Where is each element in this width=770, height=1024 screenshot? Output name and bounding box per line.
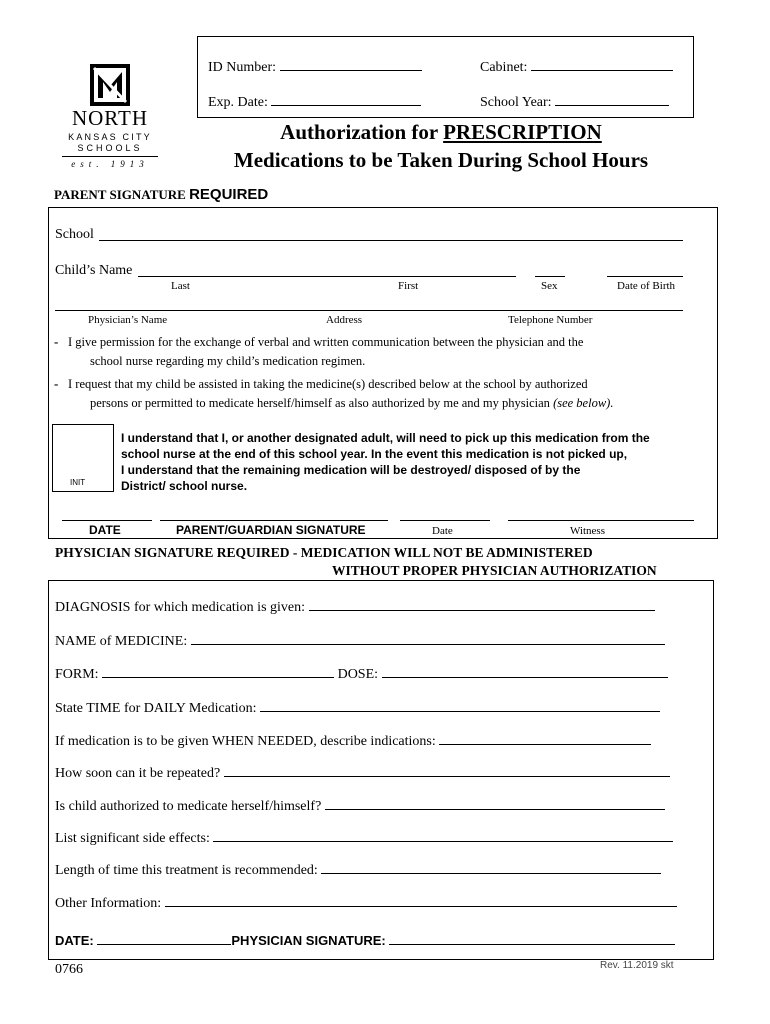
other-label: Other Information:: [55, 896, 162, 911]
parent-signature-line[interactable]: [160, 520, 388, 521]
exp-date-line[interactable]: [271, 93, 421, 106]
title-emphasis: PRESCRIPTION: [443, 120, 602, 144]
length-label: Length of time this treatment is recommended:: [55, 863, 318, 878]
physician-signature-label: PHYSICIAN SIGNATURE:: [231, 933, 386, 948]
physician-date-label: DATE:: [55, 933, 94, 948]
diagnosis-line[interactable]: [309, 598, 655, 611]
other-info-field[interactable]: [55, 894, 677, 912]
sig-date-label: DATE: [89, 523, 121, 537]
when-needed-field[interactable]: [55, 732, 651, 750]
side-effects-label: List significant side effects:: [55, 831, 210, 846]
child-name-line[interactable]: [138, 276, 516, 277]
medicine-line[interactable]: [191, 632, 665, 645]
permission-2-italic: (see below).: [553, 396, 614, 410]
parent-heading-serif: PARENT SIGNATURE: [54, 187, 190, 202]
title-prefix: Authorization for: [280, 120, 444, 144]
bullet-dash-1: -: [54, 334, 59, 349]
permission-2-line1: I request that my child be assisted in taking the medicine(s) described below at the school by authorized: [68, 377, 588, 391]
physician-signature-row[interactable]: [55, 932, 675, 948]
north-kansas-city-schools-logo: [58, 62, 162, 174]
logo-name-line1: NORTH: [71, 106, 149, 130]
when-needed-label: If medication is to be given WHEN NEEDED, describe indications:: [55, 734, 436, 749]
init-label: INIT: [70, 478, 86, 487]
witness-date-line[interactable]: [400, 520, 490, 521]
sig-parent-label: PARENT/GUARDIAN SIGNATURE: [176, 523, 366, 537]
cabinet-line[interactable]: [531, 58, 673, 71]
school-year-field[interactable]: [480, 93, 669, 111]
sig-date2-label: Date: [432, 525, 453, 537]
medicine-field[interactable]: [55, 632, 665, 650]
logo-divider: [62, 156, 158, 157]
cabinet-field[interactable]: [480, 58, 673, 76]
school-year-line[interactable]: [555, 93, 669, 106]
logo-est: est. 1913: [71, 159, 149, 169]
id-number-field[interactable]: [208, 58, 422, 76]
parent-date-line[interactable]: [62, 520, 152, 521]
logo-name-line3: SCHOOLS: [77, 143, 143, 153]
id-number-line[interactable]: [280, 58, 422, 71]
side-effects-field[interactable]: [55, 829, 673, 847]
repeat-line[interactable]: [224, 764, 670, 777]
physician-heading-line1: PHYSICIAN SIGNATURE REQUIRED - MEDICATION WILL NOT BE ADMINISTERED: [55, 545, 593, 560]
form-label: FORM:: [55, 667, 99, 682]
child-name-label: Child’s Name: [55, 263, 133, 278]
exp-date-field[interactable]: [208, 93, 421, 111]
physician-date-line[interactable]: [97, 932, 231, 945]
dob-line[interactable]: [607, 276, 683, 277]
permission-1-line1: I give permission for the exchange of verbal and written communication between the physician and the: [68, 335, 584, 349]
understand-line4: District/ school nurse.: [121, 479, 248, 493]
page-subtitle: Medications to be Taken During School Hours: [233, 148, 649, 172]
when-needed-line[interactable]: [439, 732, 651, 745]
cabinet-label: Cabinet:: [480, 60, 528, 75]
dose-line[interactable]: [382, 665, 668, 678]
side-effects-line[interactable]: [213, 829, 673, 842]
physician-signature-line[interactable]: [389, 932, 675, 945]
time-label: State TIME for DAILY Medication:: [55, 701, 257, 716]
school-line[interactable]: [99, 240, 683, 241]
understand-statement: [121, 430, 650, 494]
sig-witness-label: Witness: [570, 525, 605, 537]
physician-info-line[interactable]: [55, 310, 683, 311]
child-sub-first: First: [398, 280, 419, 292]
diagnosis-field[interactable]: [55, 598, 655, 616]
self-medicate-line[interactable]: [325, 797, 665, 810]
permission-1-line2: school nurse regarding my child’s medication regimen.: [90, 354, 366, 368]
permission-2-line2: persons or permitted to medicate herself/himself as also authorized by me and my physician: [90, 396, 554, 410]
understand-line3: I understand that the remaining medication will be destroyed/ disposed of by the: [121, 463, 581, 477]
bullet-dash-2: -: [54, 376, 59, 391]
time-line[interactable]: [260, 699, 660, 712]
self-medicate-field[interactable]: [55, 797, 665, 815]
repeat-label: How soon can it be repeated?: [55, 766, 221, 781]
witness-line[interactable]: [508, 520, 694, 521]
form-dose-field[interactable]: [55, 665, 668, 683]
other-line[interactable]: [165, 894, 677, 907]
id-number-label: ID Number:: [208, 60, 277, 75]
sex-line[interactable]: [535, 276, 565, 277]
parent-heading-sans: REQUIRED: [189, 186, 269, 203]
medicine-label: NAME of MEDICINE:: [55, 634, 188, 649]
repeat-field[interactable]: [55, 764, 670, 782]
school-label: School: [55, 227, 94, 242]
physician-sub-name: Physician’s Name: [88, 314, 168, 326]
permission-2-line2-wrap: [90, 396, 613, 411]
school-year-label: School Year:: [480, 95, 552, 110]
revision-note: Rev. 11.2019 skt: [600, 960, 674, 971]
diagnosis-label: DIAGNOSIS for which medication is given:: [55, 600, 306, 615]
physician-sub-phone: Telephone Number: [508, 314, 593, 326]
understand-line1: I understand that I, or another designated adult, will need to pick up this medication from the: [121, 431, 650, 445]
self-medicate-label: Is child authorized to medicate herself/himself?: [55, 799, 322, 814]
child-sub-dob: Date of Birth: [617, 280, 676, 292]
form-line[interactable]: [102, 665, 334, 678]
length-field[interactable]: [55, 861, 661, 879]
parent-section-heading: [54, 186, 268, 204]
logo-name-line2: KANSAS CITY: [68, 132, 152, 142]
understand-line2: school nurse at the end of this school year. In the event this medication is not picked up,: [121, 447, 628, 461]
form-number: 0766: [55, 962, 83, 977]
child-sub-last: Last: [171, 280, 190, 292]
time-field[interactable]: [55, 699, 660, 717]
physician-heading-line2: WITHOUT PROPER PHYSICIAN AUTHORIZATION: [332, 563, 657, 578]
page-title: [186, 120, 696, 145]
physician-sub-address: Address: [326, 314, 363, 326]
child-sub-sex: Sex: [541, 280, 558, 292]
dose-label: DOSE:: [337, 667, 379, 682]
length-line[interactable]: [321, 861, 661, 874]
exp-date-label: Exp. Date:: [208, 95, 268, 110]
